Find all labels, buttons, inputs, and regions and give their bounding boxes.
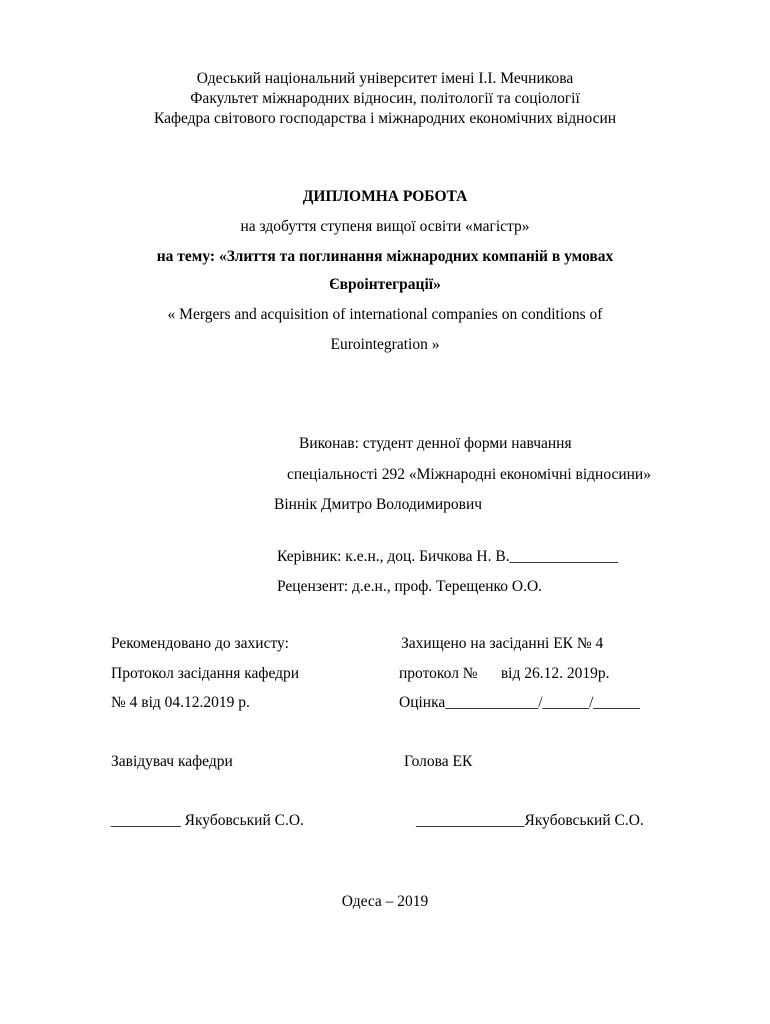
commission-protocol: протокол № від 26.12. 2019р. xyxy=(399,665,610,682)
topic-line-1: на тему: «Злиття та поглинання міжнародних компаній в умовах xyxy=(156,248,614,265)
university-name: Одеський національний університет імені І.І. Мечникова xyxy=(196,70,574,87)
department-head-title: Завідувач кафедри xyxy=(111,753,233,770)
topic-line-2: Євроінтеграції» xyxy=(329,276,441,293)
degree-line: на здобуття ступеня вищої освіти «магістр» xyxy=(240,218,530,235)
department-name: Кафедра світового господарства і міжнародних економічних відносин xyxy=(153,110,617,127)
supervisor: Керівник: к.е.н., доц. Бичкова Н. В.______________ xyxy=(277,548,619,565)
department-protocol-number: № 4 від 04.12.2019 р. xyxy=(111,694,250,711)
department-protocol: Протокол засідання кафедри xyxy=(111,665,300,682)
commission-chair-title: Голова ЕК xyxy=(404,753,473,770)
author-name: Віннік Дмитро Володимирович xyxy=(274,496,483,513)
faculty-name: Факультет міжнародних відносин, політології та соціології xyxy=(190,90,580,107)
english-title-line-2: Eurointegration » xyxy=(330,336,440,353)
document-heading: ДИПЛОМНА РОБОТА xyxy=(302,188,468,205)
defended-label: Захищено на засіданні ЕК № 4 xyxy=(401,635,604,652)
department-head-signature: _________ Якубовський С.О. xyxy=(111,812,304,829)
commission-chair-signature: ______________Якубовський С.О. xyxy=(416,812,644,829)
performed-by: Виконав: студент денної форми навчання xyxy=(299,435,572,452)
reviewer: Рецензент: д.е.н., проф. Терещенко О.О. xyxy=(277,578,543,595)
grade-line: Оцінка____________/______/______ xyxy=(399,694,640,711)
english-title-line-1: « Mergers and acquisition of international companies on conditions of xyxy=(167,306,603,323)
city-year: Одеса – 2019 xyxy=(341,893,429,910)
recommended-label: Рекомендовано до захисту: xyxy=(111,635,289,652)
specialty: спеціальності 292 «Міжнародні економічні відносини» xyxy=(287,466,651,483)
